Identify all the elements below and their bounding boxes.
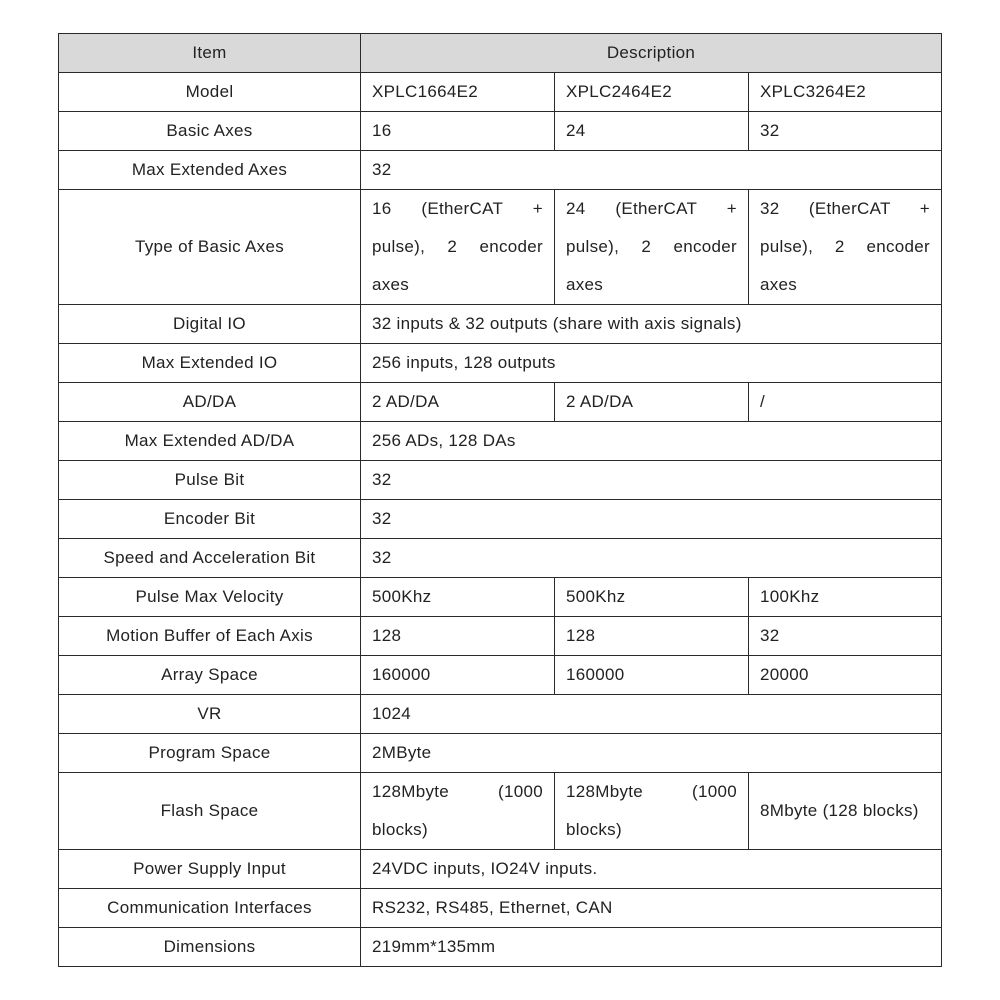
cell-value: XPLC2464E2 — [555, 73, 749, 112]
row-label: Max Extended Axes — [59, 151, 361, 190]
row-label: Communication Interfaces — [59, 889, 361, 928]
cell-value: 16 (EtherCAT + pulse), 2 encoder axes — [361, 190, 555, 305]
table-row-basic-axes — [59, 112, 942, 151]
row-label: Array Space — [59, 656, 361, 695]
cell-value: 128 — [361, 617, 555, 656]
table-row-communication-interfaces — [59, 889, 942, 928]
table-row-motion-buffer — [59, 617, 942, 656]
cell-value: 32 (EtherCAT + pulse), 2 encoder axes — [749, 190, 942, 305]
table-row-program-space — [59, 734, 942, 773]
cell-value: 160000 — [555, 656, 749, 695]
cell-value: RS232, RS485, Ethernet, CAN — [361, 889, 942, 928]
cell-value: 32 — [361, 151, 942, 190]
table-row-type-of-basic-axes — [59, 190, 942, 305]
row-label: Encoder Bit — [59, 500, 361, 539]
cell-value: 128 — [555, 617, 749, 656]
table-row-dimensions — [59, 928, 942, 967]
cell-value: 32 — [749, 112, 942, 151]
cell-value: XPLC3264E2 — [749, 73, 942, 112]
table-row-vr — [59, 695, 942, 734]
table-row-max-extended-ad-da — [59, 422, 942, 461]
row-label: VR — [59, 695, 361, 734]
cell-value: 32 — [361, 500, 942, 539]
cell-value: 32 — [361, 461, 942, 500]
cell-value: 2MByte — [361, 734, 942, 773]
table-row-ad-da — [59, 383, 942, 422]
table-row-power-supply-input — [59, 850, 942, 889]
row-label: Dimensions — [59, 928, 361, 967]
table-row-max-extended-axes — [59, 151, 942, 190]
cell-value: 32 — [361, 539, 942, 578]
cell-value: 256 ADs, 128 DAs — [361, 422, 942, 461]
row-label: Pulse Bit — [59, 461, 361, 500]
cell-value: 219mm*135mm — [361, 928, 942, 967]
row-label: Max Extended AD/DA — [59, 422, 361, 461]
cell-value: 500Khz — [361, 578, 555, 617]
cell-value: 16 — [361, 112, 555, 151]
cell-value: 24 (EtherCAT + pulse), 2 encoder axes — [555, 190, 749, 305]
row-label: Model — [59, 73, 361, 112]
cell-value: 24VDC inputs, IO24V inputs. — [361, 850, 942, 889]
cell-value: 100Khz — [749, 578, 942, 617]
cell-value: 500Khz — [555, 578, 749, 617]
row-label: Speed and Acceleration Bit — [59, 539, 361, 578]
cell-value: 256 inputs, 128 outputs — [361, 344, 942, 383]
table-row-speed-acceleration-bit — [59, 539, 942, 578]
row-label: Type of Basic Axes — [59, 190, 361, 305]
table-row-pulse-bit — [59, 461, 942, 500]
cell-value: XPLC1664E2 — [361, 73, 555, 112]
cell-value: 128Mbyte (1000 blocks) — [361, 773, 555, 850]
row-label: Basic Axes — [59, 112, 361, 151]
row-label: Digital IO — [59, 305, 361, 344]
table-row-array-space — [59, 656, 942, 695]
cell-value: 2 AD/DA — [361, 383, 555, 422]
cell-value: / — [749, 383, 942, 422]
header-item: Item — [59, 34, 361, 73]
row-label: Max Extended IO — [59, 344, 361, 383]
cell-value: 2 AD/DA — [555, 383, 749, 422]
table-row-flash-space — [59, 773, 942, 850]
table-row-model — [59, 73, 942, 112]
row-label: Flash Space — [59, 773, 361, 850]
row-label: Motion Buffer of Each Axis — [59, 617, 361, 656]
row-label: Pulse Max Velocity — [59, 578, 361, 617]
row-label: AD/DA — [59, 383, 361, 422]
cell-value: 128Mbyte (1000 blocks) — [555, 773, 749, 850]
spec-table — [58, 33, 942, 967]
cell-value: 32 inputs & 32 outputs (share with axis signals) — [361, 305, 942, 344]
cell-value: 8Mbyte (128 blocks) — [749, 773, 942, 850]
cell-value: 32 — [749, 617, 942, 656]
cell-value: 1024 — [361, 695, 942, 734]
table-row-pulse-max-velocity — [59, 578, 942, 617]
cell-value: 24 — [555, 112, 749, 151]
table-row-digital-io — [59, 305, 942, 344]
cell-value: 20000 — [749, 656, 942, 695]
table-row-encoder-bit — [59, 500, 942, 539]
row-label: Program Space — [59, 734, 361, 773]
header-row — [59, 34, 942, 73]
row-label: Power Supply Input — [59, 850, 361, 889]
table-row-max-extended-io — [59, 344, 942, 383]
header-description: Description — [361, 34, 942, 73]
cell-value: 160000 — [361, 656, 555, 695]
